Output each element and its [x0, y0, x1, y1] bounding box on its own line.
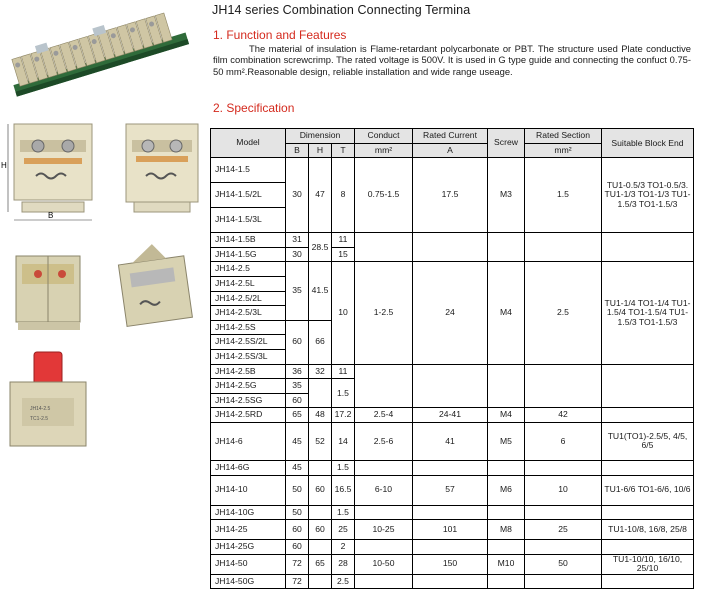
model-cell: JH14-2.5RD — [211, 408, 286, 423]
table-cell: 31 — [286, 233, 309, 248]
table-header-row-1 — [211, 129, 694, 144]
table-cell: 10 — [332, 262, 355, 364]
table-cell: 42 — [525, 408, 602, 423]
table-row — [211, 408, 694, 423]
col-b: B — [286, 143, 309, 158]
model-cell: JH14-2.5/3L — [211, 306, 286, 321]
table-cell: 50 — [286, 505, 309, 520]
model-cell: JH14-1.5 — [211, 158, 286, 183]
table-cell: 28 — [332, 554, 355, 574]
table-cell: M5 — [488, 422, 525, 460]
col-model: Model — [211, 129, 286, 158]
table-cell: 17.2 — [332, 408, 355, 423]
table-row — [211, 505, 694, 520]
page-title: JH14 series Combination Connecting Termina — [212, 3, 471, 17]
table-cell — [602, 460, 694, 475]
table-cell — [309, 574, 332, 589]
table-cell: 1.5 — [332, 505, 355, 520]
table-cell: M10 — [488, 554, 525, 574]
model-cell: JH14-2.5B — [211, 364, 286, 379]
table-cell: 30 — [286, 158, 309, 233]
table-row — [211, 574, 694, 589]
table-cell: 6 — [525, 422, 602, 460]
table-cell — [413, 505, 488, 520]
table-row — [211, 460, 694, 475]
terminal-front-view-photo — [118, 118, 204, 220]
table-cell: 60 — [309, 520, 332, 540]
model-cell: JH14-6 — [211, 422, 286, 460]
table-cell — [525, 233, 602, 262]
table-row — [211, 422, 694, 460]
plate-text-2: TC1-2.5 — [30, 416, 49, 422]
table-cell — [525, 460, 602, 475]
table-cell — [413, 574, 488, 589]
col-dimension: Dimension — [286, 129, 355, 144]
table-cell: M3 — [488, 158, 525, 233]
table-cell: 41 — [413, 422, 488, 460]
model-cell: JH14-2.5SG — [211, 393, 286, 408]
table-cell: 45 — [286, 422, 309, 460]
table-cell: 32 — [309, 364, 332, 379]
table-cell — [525, 364, 602, 408]
plate-text-1: JH14-2.5 — [30, 406, 51, 412]
table-cell: 17.5 — [413, 158, 488, 233]
terminal-front-view-drawing — [0, 118, 100, 230]
col-screw: Screw — [488, 129, 525, 158]
col-current-unit: A — [413, 143, 488, 158]
model-cell: JH14-6G — [211, 460, 286, 475]
table-cell: TU1-10/10, 16/10, 25/10 — [602, 554, 694, 574]
table-cell: 0.75-1.5 — [355, 158, 413, 233]
table-cell: 25 — [332, 520, 355, 540]
table-cell: 2.5 — [332, 574, 355, 589]
table-cell: 24 — [413, 262, 488, 364]
model-cell: JH14-2.5S/2L — [211, 335, 286, 350]
model-cell: JH14-1.5G — [211, 247, 286, 262]
model-cell: JH14-1.5/2L — [211, 183, 286, 208]
table-cell: 101 — [413, 520, 488, 540]
table-cell: 10 — [525, 475, 602, 505]
table-cell — [488, 574, 525, 589]
table-cell: 10-25 — [355, 520, 413, 540]
table-cell: 1-2.5 — [355, 262, 413, 364]
table-cell: 45 — [286, 460, 309, 475]
section-heading-specification: 2. Specification — [213, 101, 295, 115]
table-cell — [488, 540, 525, 555]
table-cell — [413, 540, 488, 555]
table-cell: 41.5 — [309, 262, 332, 320]
model-cell: JH14-50 — [211, 554, 286, 574]
table-cell: 14 — [332, 422, 355, 460]
table-cell: 1.5 — [332, 379, 355, 408]
table-cell: TU1-10/8, 16/8, 25/8 — [602, 520, 694, 540]
table-cell: M4 — [488, 408, 525, 423]
table-cell: 2.5 — [525, 262, 602, 364]
table-cell: 36 — [286, 364, 309, 379]
table-cell: 60 — [286, 393, 309, 408]
table-cell: 2 — [332, 540, 355, 555]
table-cell: 72 — [286, 574, 309, 589]
width-dim-label: B — [48, 211, 54, 220]
table-cell: TU1-1/4 TO1-1/4 TU1-1.5/4 TO1-1.5/4 TU1-1.5/3 TO1-1.5/3 — [602, 262, 694, 364]
table-cell — [413, 233, 488, 262]
table-cell — [355, 460, 413, 475]
table-cell: 10-50 — [355, 554, 413, 574]
table-cell: TU1-0.5/3 TO1-0.5/3. TU1-1/3 TO1-1/3 TU1-1.5/3 TO1-1.5/3 — [602, 158, 694, 233]
model-cell: JH14-2.5L — [211, 276, 286, 291]
section-heading-function: 1. Function and Features — [213, 28, 347, 42]
col-section-unit: mm² — [525, 143, 602, 158]
table-cell: 60 — [309, 475, 332, 505]
table-cell: 1.5 — [332, 460, 355, 475]
table-cell: 50 — [525, 554, 602, 574]
table-row — [211, 158, 694, 183]
table-cell: 60 — [286, 540, 309, 555]
model-cell: JH14-2.5S — [211, 320, 286, 335]
table-cell — [355, 364, 413, 408]
table-cell: M6 — [488, 475, 525, 505]
height-dim-label: H — [1, 161, 7, 170]
table-cell: 60 — [286, 320, 309, 364]
model-cell: JH14-10 — [211, 475, 286, 505]
table-row — [211, 233, 694, 248]
table-cell: 1.5 — [525, 158, 602, 233]
function-description: The material of insulation is Flame-retardant polycarbonate or PBT. The structure used Plate conductive film combination screwcrimp. The rated voltage is 500V. It is used in G type guide and connecting the confuct 0.75-50 mm².Reasonable design, reliable installation and wide range useage. — [213, 43, 691, 77]
table-cell — [488, 505, 525, 520]
table-cell: 6-10 — [355, 475, 413, 505]
table-cell: 48 — [309, 408, 332, 423]
table-cell — [602, 540, 694, 555]
table-cell: 50 — [286, 475, 309, 505]
table-row — [211, 554, 694, 574]
table-cell — [488, 233, 525, 262]
table-cell: 35 — [286, 262, 309, 320]
test-terminal-photo — [0, 350, 100, 460]
col-rated-section: Rated Section — [525, 129, 602, 144]
table-cell — [355, 540, 413, 555]
table-cell: 15 — [332, 247, 355, 262]
table-row — [211, 520, 694, 540]
table-row — [211, 540, 694, 555]
terminal-rail-assembly-photo — [0, 4, 196, 100]
table-cell — [413, 364, 488, 408]
col-t: T — [332, 143, 355, 158]
table-cell: 16.5 — [332, 475, 355, 505]
table-cell: M8 — [488, 520, 525, 540]
table-cell: 24-41 — [413, 408, 488, 423]
table-cell: M4 — [488, 262, 525, 364]
table-cell — [602, 408, 694, 423]
table-cell: TU1-6/6 TO1-6/6, 10/6 — [602, 475, 694, 505]
col-rated-current: Rated Current — [413, 129, 488, 144]
table-cell — [309, 540, 332, 555]
model-cell: JH14-25G — [211, 540, 286, 555]
table-row — [211, 262, 694, 277]
terminal-side-photo-left — [4, 240, 96, 336]
col-conduct-unit: mm² — [355, 143, 413, 158]
table-cell — [355, 574, 413, 589]
table-cell: TU1(TO1)-2.5/5, 4/5, 6/5 — [602, 422, 694, 460]
table-cell — [488, 460, 525, 475]
table-cell — [309, 505, 332, 520]
table-cell: 65 — [286, 408, 309, 423]
model-cell: JH14-1.5/3L — [211, 208, 286, 233]
model-cell: JH14-50G — [211, 574, 286, 589]
table-cell: 28.5 — [309, 233, 332, 262]
terminal-side-photo-right — [108, 240, 204, 336]
table-cell — [602, 233, 694, 262]
table-cell — [309, 379, 332, 408]
table-cell: 66 — [309, 320, 332, 364]
table-cell — [602, 364, 694, 408]
col-h: H — [309, 143, 332, 158]
table-cell: 72 — [286, 554, 309, 574]
model-cell: JH14-2.5G — [211, 379, 286, 394]
table-cell — [525, 574, 602, 589]
table-cell — [602, 574, 694, 589]
table-cell — [525, 505, 602, 520]
model-cell: JH14-10G — [211, 505, 286, 520]
model-cell: JH14-2.5/2L — [211, 291, 286, 306]
table-cell — [309, 460, 332, 475]
table-cell — [355, 505, 413, 520]
model-cell: JH14-1.5B — [211, 233, 286, 248]
table-cell: 57 — [413, 475, 488, 505]
table-cell — [355, 233, 413, 262]
col-block-end: Suitable Block End — [602, 129, 694, 158]
table-cell: 25 — [525, 520, 602, 540]
table-row — [211, 475, 694, 505]
model-cell: JH14-2.5S/3L — [211, 349, 286, 364]
table-cell: 150 — [413, 554, 488, 574]
table-cell: 52 — [309, 422, 332, 460]
table-cell — [413, 460, 488, 475]
table-cell: 11 — [332, 364, 355, 379]
table-cell: 60 — [286, 520, 309, 540]
table-cell — [602, 505, 694, 520]
table-cell: 47 — [309, 158, 332, 233]
table-cell — [525, 540, 602, 555]
table-cell: 2.5-4 — [355, 408, 413, 423]
model-cell: JH14-25 — [211, 520, 286, 540]
table-cell: 35 — [286, 379, 309, 394]
table-cell — [488, 364, 525, 408]
table-cell: 11 — [332, 233, 355, 248]
table-cell: 2.5-6 — [355, 422, 413, 460]
model-cell: JH14-2.5 — [211, 262, 286, 277]
table-cell: 8 — [332, 158, 355, 233]
table-cell: 65 — [309, 554, 332, 574]
table-row — [211, 364, 694, 379]
col-conduct: Conduct — [355, 129, 413, 144]
specification-table — [210, 128, 694, 589]
table-cell: 30 — [286, 247, 309, 262]
